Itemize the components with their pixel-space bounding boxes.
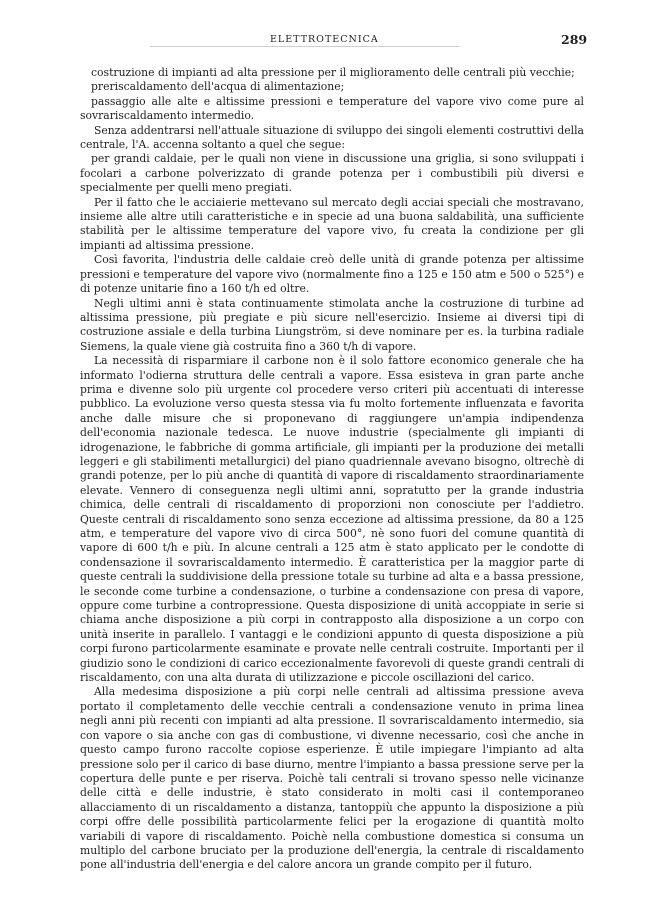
paragraph: Negli ultimi anni è stata continuamente stimolata anche la costruzione di turbine ad altissima pressione, più pregiate e più sicure nell'esercizio. Insieme ai diversi tipi di costruzione assiale e della turbina Liungström, si deve nominare per es. la turbina radiale Siemens, la quale viene già costruita fino a 360 t/h di vapore.	[80, 296, 584, 353]
paragraph: La necessità di risparmiare il carbone non è il solo fattore economico generale che ha informato l'odierna struttura delle centrali a vapore. Essa esisteva in gran parte anche prima e divenne solo più urgente col procedere verso criteri più accentuati di interesse pubblico. La evoluzione verso questa stessa via fu molto fortemente influenzata e favorita anche dalle misure che si proponevano di raggiungere un'ampia indipendenza dell'economia nazionale tedesca. Le nuove industrie (specialmente gli impianti di idrogenazione, le fabbriche di gomma artificiale, gli impianti per la produzione dei metalli leggeri e gli stabilimenti metallurgici) del piano quadriennale avevano bisogno, oltrechè di grandi potenze, per lo più anche di quantità di vapore di riscaldamento straordinariamente elevate. Vennero di conseguenza negli ultimi anni, sopratutto per la grande industria chimica, delle centrali di riscaldamento di proporzioni non conosciute per l'addietro. Queste centrali di riscaldamento sono senza eccezione ad altissima pressione, da 80 a 125 atm, e temperature del vapore vivo di circa 500°, nè sono fuori del comune quantità di vapore di 600 t/h e più. In alcune centrali a 125 atm è stato applicato per le condotte di condensazione il sovrariscaldamento intermedio. È caratteristica per la maggior parte di queste centrali la suddivisione della pressione totale su turbine ad alta e a bassa pressione, le seconde come turbine a condensazione, o turbine a condensazione con presa di vapore, oppure come turbine a contropressione. Questa disposizione di unità accoppiate in serie si chiama anche disposizione a più corpi in contrapposto alla disposizione a un corpo con unità inserite in parallelo. I vantaggi e le condizioni appunto di questa disposizione a più corpi furono particolarmente esaminate e provate nelle centrali costruite. Importanti per il giudizio sono le condizioni di carico eccezionalmente favorevoli di queste grandi centrali di riscaldamento, con una alta durata di utilizzazione e piccole oscillazioni del carico.	[80, 354, 584, 685]
page-number: 289	[561, 32, 588, 47]
paragraph: costruzione di impianti ad alta pressione per il miglioramento delle centrali più vecchie;	[91, 66, 575, 79]
paragraph: Senza addentrarsi nell'attuale situazione di sviluppo dei singoli elementi costruttivi della centrale, l'A. accenna soltanto a quel che segue:	[80, 123, 584, 152]
body-text	[80, 66, 584, 873]
header-rule	[150, 46, 460, 47]
paragraph: Così favorita, l'industria delle caldaie creò delle unità di grande potenza per altissime pressioni e temperature del vapore vivo (normalmente fino a 125 e 150 atm e 500 o 525°) e di potenze unitarie fino a 160 t/h ed oltre.	[80, 253, 584, 296]
running-title: ELETTROTECNICA	[270, 34, 379, 45]
running-head	[0, 32, 658, 48]
paragraph: Per il fatto che le acciaierie mettevano sul mercato degli acciai speciali che mostravano, insieme alle altre utili caratteristiche e in specie ad una buona saldabilità, una sufficiente stabilità per le altissime temperature del vapore vivo, fu creata la condizione per gli impianti ad altissima pressione.	[80, 195, 584, 252]
paragraph: per grandi caldaie, per le quali non viene in discussione una griglia, si sono sviluppati i focolari a carbone polverizzato di grande potenza per i combustibili più diversi e specialmente per quelli meno pregiati.	[80, 152, 584, 195]
paragraph: passaggio alle alte e altissime pressioni e temperature del vapore vivo come pure al sovrariscaldamento intermedio.	[80, 94, 584, 123]
paragraph: preriscaldamento dell'acqua di alimentazione;	[91, 80, 345, 94]
paragraph: Alla medesima disposizione a più corpi nelle centrali ad altissima pressione aveva portato il completamento delle vecchie centrali a condensazione venuto in prima linea negli anni più recenti con impianti ad alta pressione. Il sovrariscaldamento intermedio, sia con vapore o sia anche con gas di combustione, vi divenne necessario, così che anche in questo campo furono raccolte copiose esperienze. È utile impiegare l'impianto ad alta pressione solo per il carico di base diurno, mentre l'impianto a bassa pressione serve per la copertura delle punte e per riserva. Poichè tali centrali si trovano spesso nelle vicinanze delle città e delle industrie, è stato considerato in molti casi il contemporaneo allacciamento di un riscaldamento a distanza, tantoppiù che appunto la disposizione a più corpi offre delle possibilità particolarmente felici per la erogazione di quantità molto variabili di vapore di riscaldamento. Poichè nella combustione domestica si consuma un multiplo del carbone bruciato per la produzione dell'energia, la centrale di riscaldamento pone all'industria dell'energia e del calore ancora un grande compito per il futuro.	[80, 685, 584, 872]
